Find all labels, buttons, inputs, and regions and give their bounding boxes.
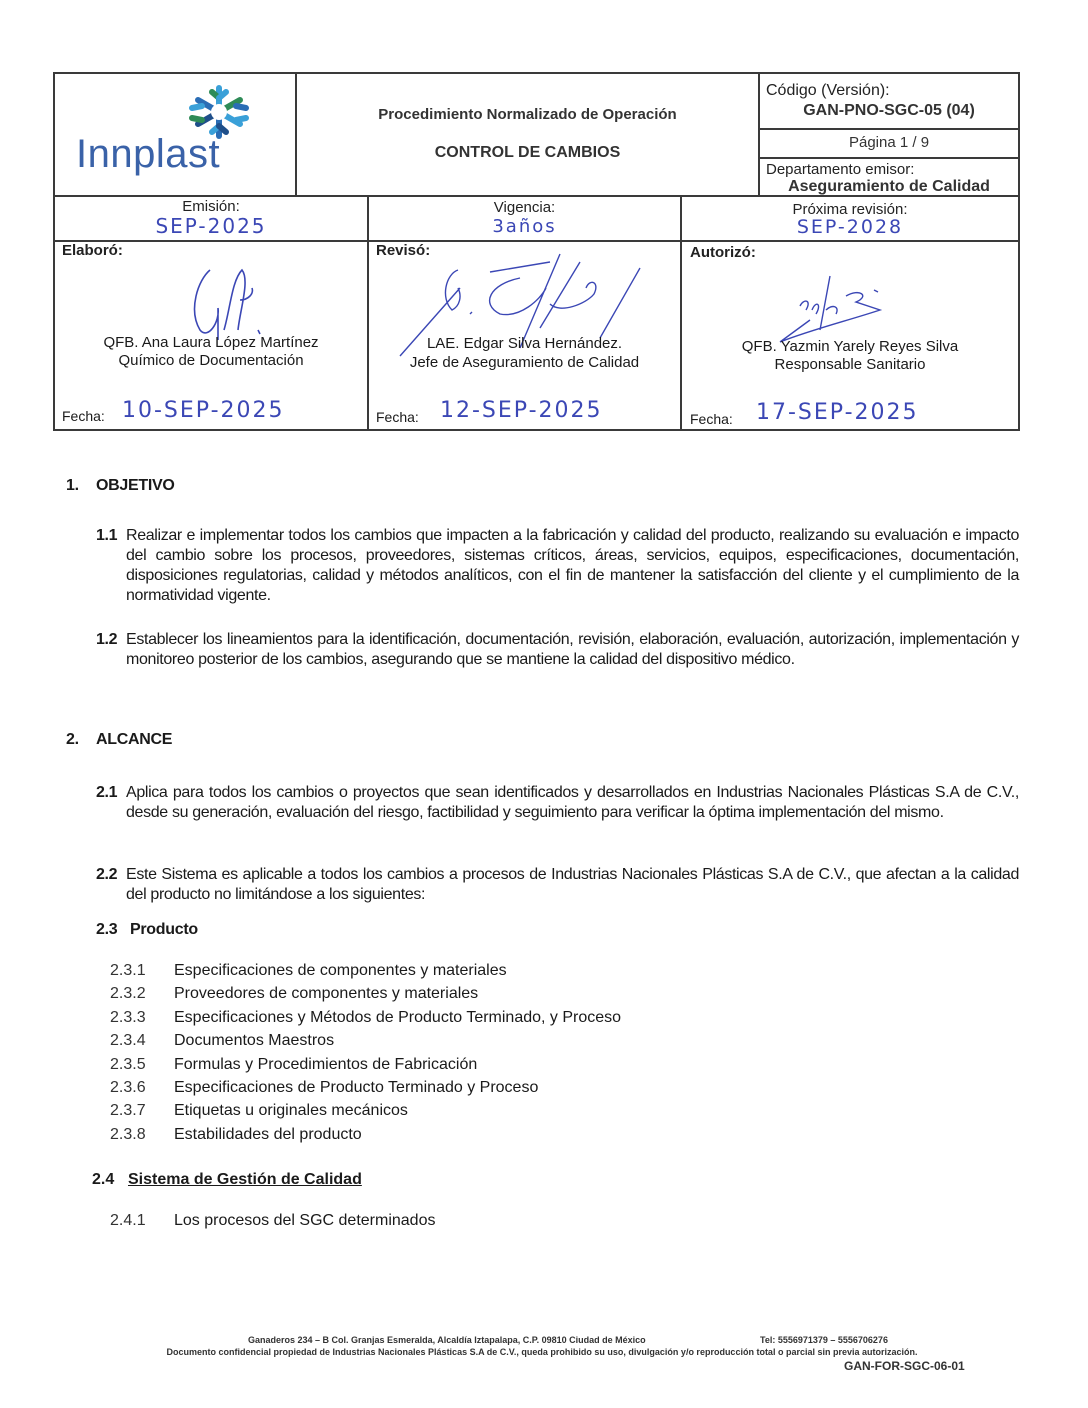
section-title: ALCANCE [96, 731, 173, 748]
subsection-number: 2.4 [92, 1171, 115, 1188]
item-number: 1.1 [96, 527, 118, 544]
section-title: OBJETIVO [96, 477, 175, 494]
proxima-revision-value: SEP-2028 [796, 216, 904, 238]
paragraph: Este Sistema es aplicable a todos los cambios a procesos de Industrias Nacionales Plásticas S.A de C.V., que afectan a la calidad del producto no limitándose a los siguientes: [126, 866, 1019, 903]
document-code: GAN-PNO-SGC-05 (04) [803, 102, 975, 119]
list-item [110, 1102, 408, 1124]
divider [758, 128, 1020, 130]
proxima-revision-label: Próxima revisión: [792, 201, 908, 218]
signer-position: Responsable Sanitario [774, 356, 926, 373]
list-item-text: Proveedores de componentes y materiales [174, 985, 479, 1002]
list-item-number: 2.3.5 [110, 1056, 146, 1073]
subsection-number: 2.3 [96, 921, 118, 938]
signer-position: Químico de Documentación [118, 352, 304, 369]
list-item [110, 962, 507, 984]
list-item [110, 985, 478, 1007]
list-item-number: 2.3.3 [110, 1009, 146, 1026]
table-border-bottom [53, 429, 1020, 431]
list-item-number: 2.3.2 [110, 985, 146, 1002]
list-item [110, 1009, 621, 1031]
department-label: Departamento emisor: [766, 161, 915, 178]
section-number: 1. [66, 477, 79, 494]
role-label: Revisó: [376, 242, 431, 259]
paragraph: Realizar e implementar todos los cambios que impacten a la fabricación y calidad del producto, realizando su evaluación e impacto del cambio sobre los procesos, proveedores, sistemas críticos, áreas, servicios, equipos, especificaciones, documentación, disposiciones regulatorias, calidad y métodos analíticos, con el fin de mantener la satisfacción del cliente y el cumplimiento de la normatividad vigente. [126, 527, 1019, 604]
department-value: Aseguramiento de Calidad [788, 178, 990, 195]
code-label: Código (Versión): [766, 82, 890, 99]
list-item-number: 2.4.1 [110, 1212, 146, 1229]
divider [758, 157, 1020, 159]
list-item-text: Formulas y Procedimientos de Fabricación [174, 1056, 478, 1073]
signer-position: Jefe de Aseguramiento de Calidad [409, 354, 640, 371]
signer-name: QFB. Ana Laura López Martínez [103, 334, 319, 351]
signature-mark [750, 270, 900, 370]
footer-confidential: Documento confidencial propiedad de Industrias Nacionales Plásticas S.A de C.V., queda prohibido su uso, divulgación y/o reproducción total o parcial sin previa autorización. [166, 1347, 918, 1357]
list-item-number: 2.3.8 [110, 1126, 146, 1143]
vigencia-value: 3años [492, 216, 557, 237]
footer-address: Ganaderos 234 – B Col. Granjas Esmeralda, Alcaldía Iztapalapa, C.P. 09810 Ciudad de México [248, 1335, 646, 1345]
list-item-text: Estabilidades del producto [174, 1126, 362, 1143]
signer-name: QFB. Yazmin Yarely Reyes Silva [741, 338, 959, 355]
list-item-text: Documentos Maestros [174, 1032, 335, 1049]
subsection-title: Producto [130, 921, 198, 938]
section-number: 2. [66, 731, 79, 748]
fecha-value: 17-SEP-2025 [756, 400, 919, 425]
role-label: Autorizó: [690, 244, 756, 261]
emision-label: Emisión: [182, 198, 240, 215]
paragraph: Establecer los lineamientos para la identificación, documentación, revisión, elaboración, evaluación, autorización, implementación y monitoreo posterior de los cambios, asegurando que se mantiene la calidad del dispositivo médico. [126, 631, 1019, 668]
item-number: 2.1 [96, 784, 118, 801]
list-item [110, 1212, 435, 1234]
procedure-type: Procedimiento Normalizado de Operación [378, 106, 677, 123]
paragraph: Aplica para todos los cambios o proyectos que sean identificados y desarrollados en Industrias Nacionales Plásticas S.A de C.V., desde su generación, evaluación del riesgo, factibilidad y seguimiento para verificar la óptima implementación del mismo. [126, 784, 1019, 821]
table-border-left [53, 72, 55, 431]
list-item-text: Especificaciones de componentes y materiales [174, 962, 507, 979]
table-border-top [53, 72, 1020, 74]
page-number: Página 1 / 9 [848, 134, 930, 151]
table-border-right [1018, 72, 1020, 431]
list-item [110, 1056, 477, 1078]
fecha-label: Fecha: [62, 408, 105, 424]
list-item [110, 1079, 538, 1101]
list-item-text: Los procesos del SGC determinados [174, 1212, 436, 1229]
form-code: GAN-FOR-SGC-06-01 [844, 1359, 965, 1373]
fecha-label: Fecha: [690, 411, 733, 427]
document-title: CONTROL DE CAMBIOS [434, 144, 621, 161]
company-logo [56, 76, 294, 194]
list-item-text: Especificaciones de Producto Terminado y Proceso [174, 1079, 539, 1096]
role-label: Elaboró: [62, 242, 123, 259]
vigencia-label: Vigencia: [493, 199, 556, 216]
list-item-number: 2.3.4 [110, 1032, 146, 1049]
subsection-title: Sistema de Gestión de Calidad [128, 1171, 362, 1188]
signer-name: LAE. Edgar Silva Hernández. [426, 335, 623, 352]
list-item [110, 1032, 334, 1054]
divider [295, 72, 297, 196]
fecha-value: 12-SEP-2025 [440, 398, 603, 423]
item-number: 2.2 [96, 866, 118, 883]
list-item [110, 1126, 362, 1148]
fecha-label: Fecha: [376, 409, 419, 425]
divider [53, 240, 1020, 242]
fecha-value: 10-SEP-2025 [122, 398, 285, 423]
emision-value: SEP-2025 [155, 214, 267, 238]
list-item-number: 2.3.1 [110, 962, 146, 979]
list-item-number: 2.3.6 [110, 1079, 146, 1096]
logo-wordmark: Innplast [76, 132, 221, 176]
list-item-text: Especificaciones y Métodos de Producto Terminado, y Proceso [174, 1009, 622, 1026]
list-item-text: Etiquetas u originales mecánicos [174, 1102, 408, 1119]
item-number: 1.2 [96, 631, 118, 648]
footer-phone: Tel: 5556971379 – 5556706276 [760, 1335, 888, 1345]
list-item-number: 2.3.7 [110, 1102, 146, 1119]
